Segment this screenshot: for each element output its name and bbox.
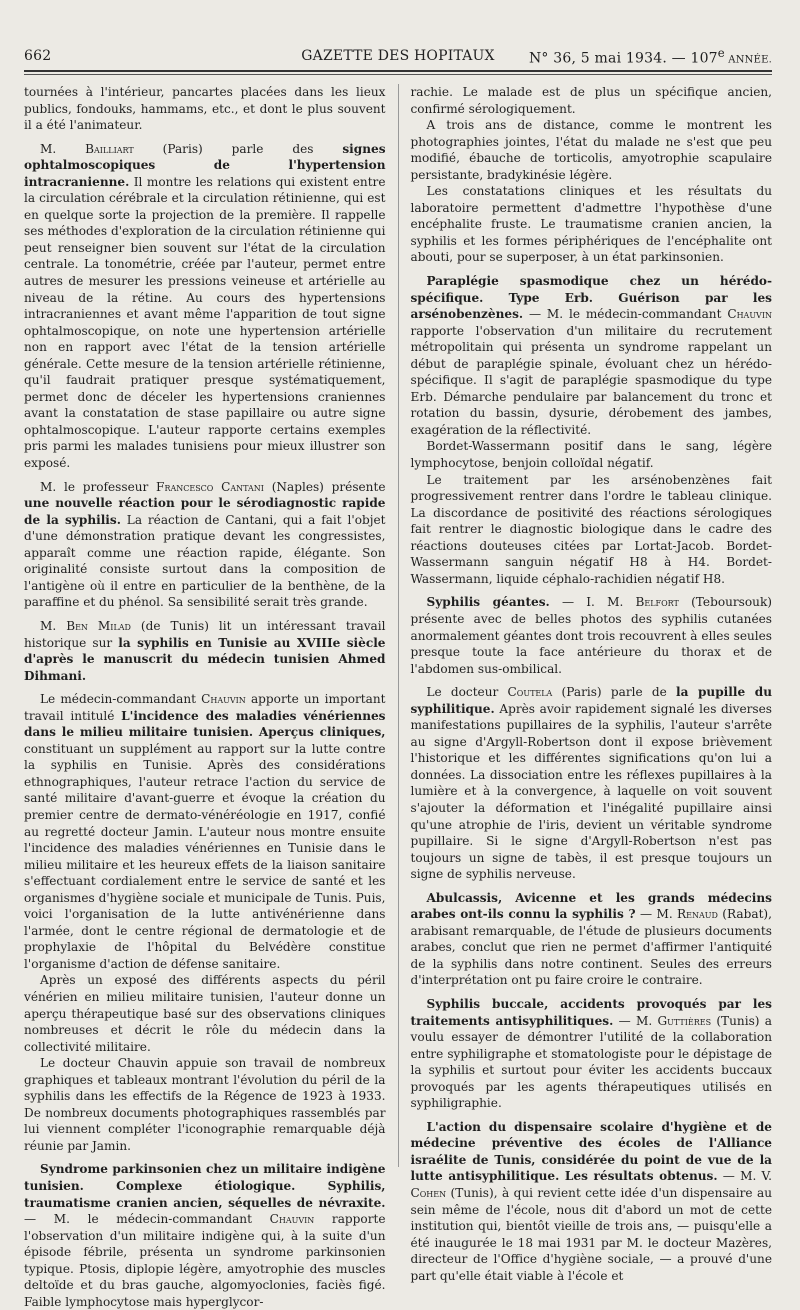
text: M. bbox=[40, 618, 67, 633]
text: — M. bbox=[635, 907, 678, 922]
paragraph: A trois ans de distance, comme le montrent les photographies jointes, l'état du malade ne s'est que peu modifié, ébauche de torticolis, amyotrophie scapulaire persistante, bradykinésie légère. bbox=[410, 118, 772, 182]
author-name: Chauvin bbox=[269, 1212, 315, 1227]
page-number: 662 bbox=[24, 48, 52, 64]
text: — M. le médecin-commandant bbox=[523, 307, 728, 322]
topic-title: la syphilis en Tunisie au XVIIIe siècle d'après le manuscrit du médecin tunisien Ahmed Dihmani. bbox=[24, 635, 386, 683]
paragraph bbox=[411, 890, 773, 989]
author-name: Bailliart bbox=[85, 141, 134, 156]
issue-sup: e bbox=[717, 45, 725, 60]
paragraph: Les constatations cliniques et les résultats du laboratoire permettent d'admettre l'hypothèse d'une encéphalite fruste. Le traumatisme cranien ancien, la syphilis et les formes périphériques de l'encéphalite ont abouti, pour se superposer, à un état parkinsonien. bbox=[410, 184, 772, 265]
paragraph bbox=[411, 1119, 773, 1284]
paragraph bbox=[411, 684, 773, 883]
right-column bbox=[398, 84, 773, 1283]
author-name: Francesco Cantani bbox=[156, 479, 264, 494]
author-name: Chauvin bbox=[201, 692, 246, 707]
journal-title: GAZETTE DES HOPITAUX bbox=[301, 48, 495, 64]
text: M. bbox=[40, 141, 86, 156]
paragraph: Bordet-Wassermann positif dans le sang, légère lymphocytose, benjoin colloïdal négatif. bbox=[410, 439, 772, 471]
header-rule-thick bbox=[24, 70, 772, 72]
text: constituant un supplément au rapport sur la lutte contre la syphilis en Tunisie. Après des considérations ethnographiques, l'auteur retrace l'action du service de santé militaire d'avant-guerre et évoque la création du premier centre de dermato-vénéréologie en 1917, confié au regretté docteur Jamin. L'auteur nous montre ensuite l'incidence des maladies vénériennes en Tunisie dans le milieu militaire et les heureux effets de la liaison sanitaire s'effectuant cordialement entre le service de santé et les organismes d'hygiène sociale et municipale de Tunis. Puis, voici l'organisation de la lutte antivénérienne dans l'armée, dont le centre régional de dermatologie et de prophylaxie de l'hôpital du Belvédère constitue l'organisme d'action de défense sanitaire. bbox=[24, 741, 386, 971]
author-name: Cohen bbox=[410, 1186, 447, 1200]
topic-title: signes ophtalmoscopiques de l'hypertension intracranienne. bbox=[24, 141, 386, 189]
text: rapporte l'observation d'un militaire indigène qui, à la suite d'un épisode fébrile, présenta un syndrome parkinsonien typique. Ptosis, diplopie légère, amyotrophie des muscles deltoïde et du bras gauche, algomyoclonies, faciès figé. Faible lymphocytose mais hyperglycor- bbox=[24, 1212, 386, 1309]
paragraph bbox=[24, 479, 386, 611]
topic-title: Abulcassis, Avicenne et les grands médecins arabes ont-ils connu la syphilis ? bbox=[410, 890, 772, 922]
paragraph: Après un exposé des différents aspects du péril vénérien en milieu militaire tunisien, l'auteur donne un aperçu thérapeutique basé sur des observations cliniques nombreuses et décrit le rôle du médecin dans la collectivité militaire. bbox=[24, 973, 386, 1054]
text: (Tunis), à qui revient cette idée d'un dispensaire au sein même de l'école, nous dit d'abord un mot de cette institution qui, bientôt vieille de trois ans, — puisqu'elle a été inaugurée le 18 mai 1931 par M. le docteur Mazères, directeur de l'Office d'hygiène sociale, — a prouvé d'une part qu'elle était viable à l'école et bbox=[410, 1186, 772, 1283]
issue-text: N° 36, 5 mai 1934. — 107 bbox=[528, 50, 718, 67]
topic-title: Syphilis géantes. bbox=[426, 595, 550, 610]
text: Après avoir rapidement signalé les diverses manifestations pupillaires de la syphilis, l'auteur s'arrête au signe d'Argyll-Robertson dont il expose brièvement l'historique et les différentes significations qu'on lui a données. La dissociation entre les réflexes pupillaires à la lumière et à la convergence, à laquelle on voit souvent s'ajouter la déformation et l'inégalité pupillaire ainsi qu'une atrophie de l'iris, devient un véritable syndrome pupillaire. Si le signe d'Argyll-Robertson n'est pas toujours un signe de tabès, il est presque toujours un signe de syphilis nerveuse. bbox=[410, 701, 772, 882]
paragraph: Le docteur Chauvin appuie son travail de nombreux graphiques et tableaux montrant l'évolution du péril de la syphilis dans les effectifs de la Régence de 1923 à 1933. De nombreux documents photographiques rassemblés par lui viennent compléter l'iconographie remarquable déjà réunie par Jamin. bbox=[24, 1056, 386, 1153]
text: Il montre les relations qui existent entre la circulation cérébrale et la circulation rétinienne, qui est en quelque sorte la projection de la première. Il rappelle ses méthodes d'exploration de la circulation rétinienne qui peut renseigner bien souvent sur l'état de la circulation centrale. La tonométrie, créée par l'auteur, permet entre autres de mesurer les pressions veineuse et artérielle au niveau de la rétine. Au cours des hypertensions intracraniennes et avant même l'apparition de tout signe ophtalmoscopique, on note une hypertension artérielle non en rapport avec l'état de la tension artérielle générale. Cette mesure de la tension artérielle rétinienne, qu'il faudrait pratiquer presque systématiquement, permet donc de déceler les hypertensions craniennes avant la constatation de stase papillaire ou autre signe ophtalmoscopique. L'auteur rapporte certains exemples pris parmi les malades tunisiens pour mieux illustrer son exposé. bbox=[24, 174, 386, 471]
issue-tail: ANNÉE. bbox=[724, 54, 772, 66]
text: Le docteur bbox=[426, 685, 508, 700]
page-header bbox=[24, 44, 772, 68]
author-name: Belfort bbox=[635, 595, 679, 610]
author-name: Chauvin bbox=[727, 307, 772, 322]
text: (Tunis) a voulu essayer de démontrer l'utilité de la collaboration entre syphiligraphe et stomatologiste pour le dépistage de la syphilis et surtout pour éviter les accidents buccaux provoqués par les agents thérapeutiques utilisés en syphiligraphie. bbox=[410, 1013, 772, 1111]
author-name: Coutela bbox=[507, 685, 553, 700]
text: rapporte l'observation d'un militaire du recrutement métropolitain qui présenta un syndrome rappelant un début de paraplégie spinale, évoluant chez un hérédo-spécifique. Il s'agit de paraplégie spasmodique du type Erb. Démarche pendulaire par balancement du tronc et rotation du bassin, dysurie, dérobement des jambes, exagération de la réflectivité. bbox=[410, 323, 772, 437]
header-rule-thin bbox=[24, 74, 772, 75]
paragraph: rachie. Le malade est de plus un spécifique ancien, confirmé sérologiquement. bbox=[410, 85, 772, 116]
paragraph bbox=[411, 273, 773, 438]
paragraph: tournées à l'intérieur, pancartes placées dans les lieux publics, fondouks, hammams, etc., et dont le plus souvent il a été l'animateur. bbox=[24, 85, 386, 133]
text: — M. bbox=[613, 1013, 658, 1028]
topic-title: la pupille du syphilitique. bbox=[410, 685, 772, 716]
text: (Teboursouk) présente avec de belles photos des syphilis cutanées anormalement géantes dont trois recouvrent à elles seules presque toute la face antérieure du thorax et de l'abdomen sus-ombilical. bbox=[410, 595, 772, 676]
text: apporte un important travail intitulé bbox=[24, 692, 386, 723]
text: (Paris) parle des bbox=[133, 141, 343, 156]
topic-title: Paraplégie spasmodique chez un hérédo-spécifique. Type Erb. Guérison par les arsénobenzènes. bbox=[410, 274, 772, 322]
paragraph bbox=[411, 594, 773, 677]
left-column bbox=[24, 84, 398, 1309]
paragraph bbox=[411, 996, 773, 1112]
text: — M. V. bbox=[717, 1169, 772, 1184]
topic-title: L'action du dispensaire scolaire d'hygiène et de médecine préventive des écoles de l'Alliance israélite de Tunis, considérée du point de vue de la lutte antisyphilitique. Les résultats obtenus. bbox=[410, 1119, 772, 1184]
paragraph: Le traitement par les arsénobenzènes fait progressivement rentrer dans l'ordre le tableau clinique. La discordance de positivité des réactions sérologiques fait rentrer le diagnostic biologique dans le cadre des réactions douteuses citées par Lortat-Jacob. Bordet-Wassermann sanguin négatif H8 à H4. Bordet-Wassermann, liquide céphalo-rachidien négatif H8. bbox=[410, 472, 772, 586]
text: La réaction de Cantani, qui a fait l'objet d'une démonstration pratique devant les congressistes, apparaît comme une réaction rapide, élégante. Son originalité consiste surtout dans la composition de l'antigène où il entre en particulier de la benthène, de la paraffine et du phénol. Sa sensibilité serait très grande. bbox=[24, 512, 386, 610]
paragraph bbox=[24, 618, 386, 684]
topic-title: L'incidence des maladies vénériennes dans le milieu militaire tunisien. Aperçus cliniques, bbox=[24, 708, 386, 740]
author-name: Renaud bbox=[677, 907, 718, 922]
author-name: Ben Milad bbox=[66, 618, 131, 633]
topic-title: Syphilis buccale, accidents provoqués par les traitements antisyphilitiques. bbox=[410, 996, 772, 1028]
paragraph bbox=[24, 141, 386, 472]
text: (Paris) parle de bbox=[552, 685, 676, 700]
paragraph bbox=[24, 1161, 386, 1310]
text-columns bbox=[24, 84, 772, 1309]
topic-title: Syndrome parkinsonien chez un militaire indigène tunisien. Complexe étiologique. Syphilis, traumatisme cranien ancien, séquelles de névraxite. bbox=[24, 1162, 386, 1210]
author-name: Guttières bbox=[657, 1013, 712, 1028]
text: (Naples) présente bbox=[263, 479, 386, 494]
text: Le médecin-commandant bbox=[40, 692, 202, 707]
text: (Rabat), arabisant remarquable, de l'étude de plusieurs documents arabes, conclut que rien ne permet d'affirmer l'antiquité de la syphilis dans notre continent. Seules des erreurs d'interprétation ont pu faire croire le contraire. bbox=[410, 907, 772, 988]
text: — I. M. bbox=[549, 595, 636, 610]
issue-info bbox=[529, 46, 772, 67]
paragraph bbox=[24, 691, 386, 972]
topic-title: une nouvelle réaction pour le sérodiagnostic rapide de la syphilis. bbox=[24, 496, 386, 527]
text: M. le professeur bbox=[40, 479, 157, 494]
text: (de Tunis) lit un intéressant travail historique sur bbox=[24, 618, 386, 650]
text: — M. le médecin-commandant bbox=[24, 1212, 270, 1227]
